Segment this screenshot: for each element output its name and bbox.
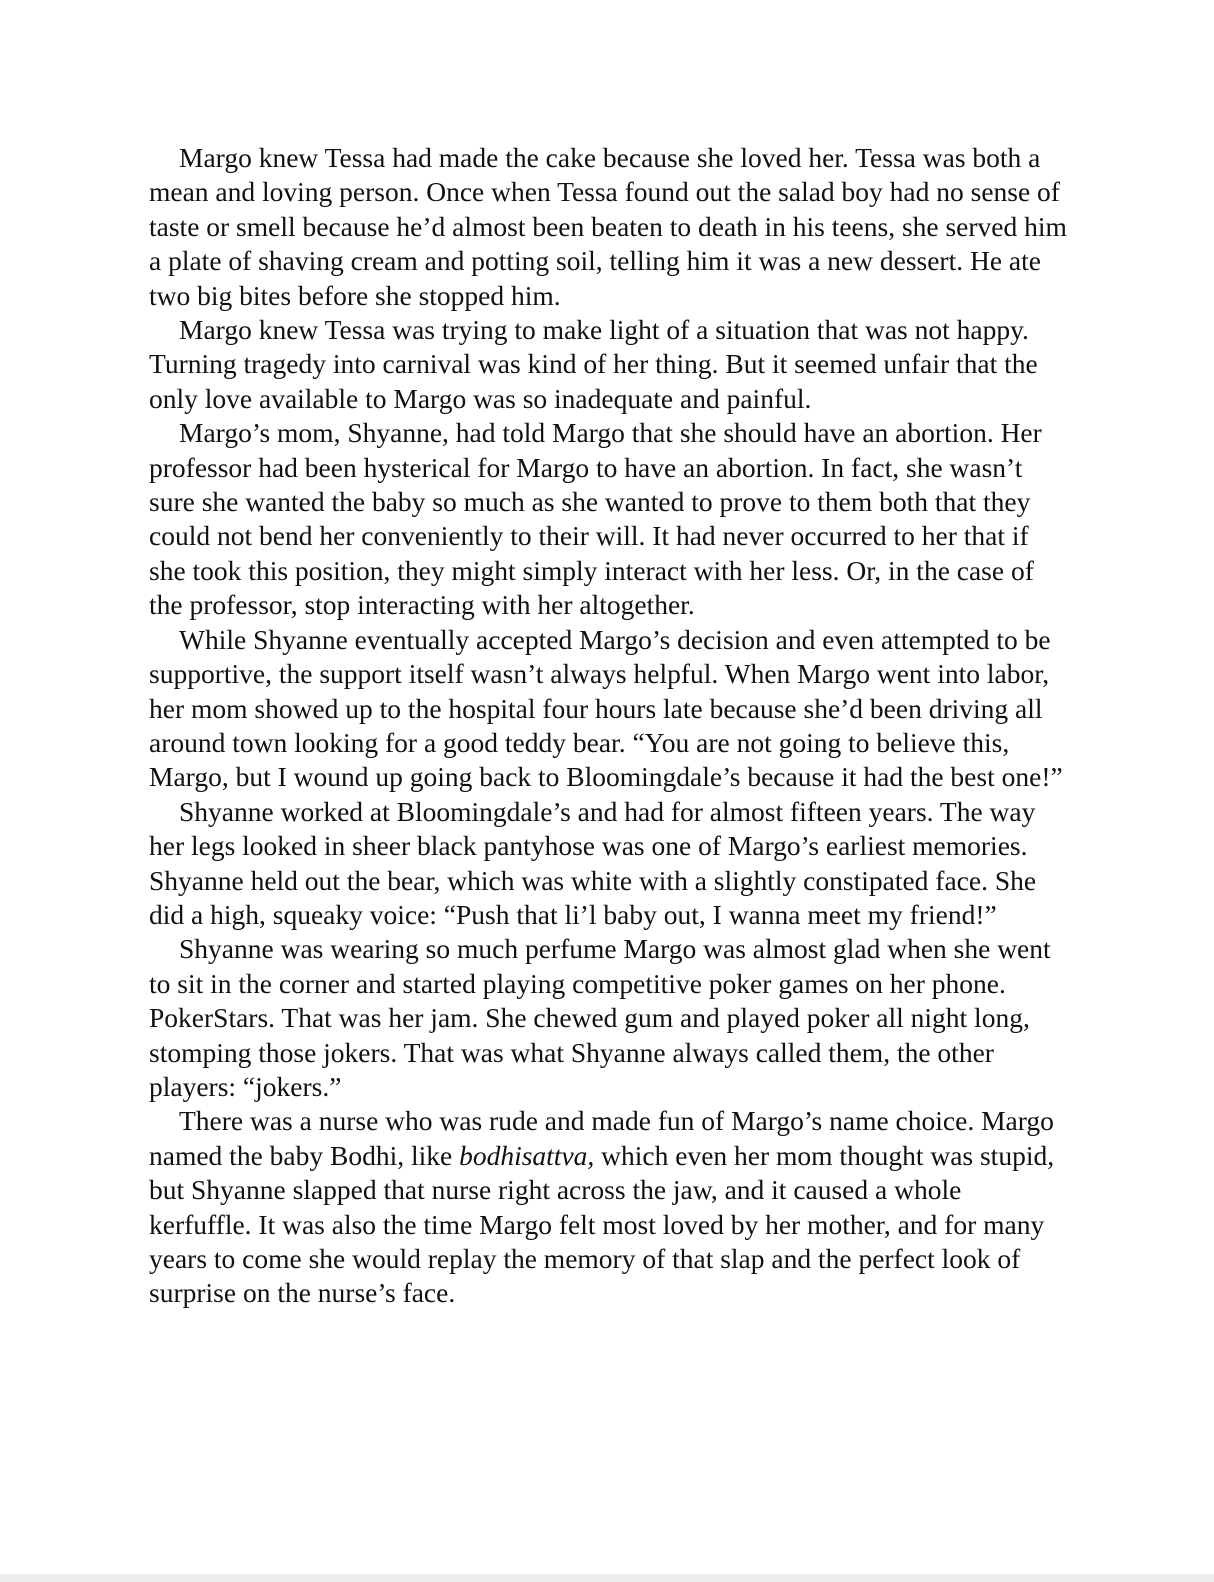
paragraph-7-start: There was a nurse who was rude and made fun of Margo’s name choice. Margo named the baby Bodhi, like — [149, 1105, 1054, 1171]
page-bottom-edge — [0, 1574, 1214, 1582]
paragraph-7-end: which even her mom thought was stupid, but Shyanne slapped that nurse right across the jaw, and it caused a whole kerfuffle. It was also the time Margo felt most loved by her mother, and for many years to come she would replay the memory of that slap and the perfect look of surprise on the nurse’s face. — [149, 1139, 1055, 1309]
paragraph-3: Margo’s mom, Shyanne, had told Margo that she should have an abortion. Her professor had been hysterical for Margo to have an abortion. In fact, she wasn’t sure she wanted the baby so much as she wanted to prove to them both that they could not bend her conveniently to their will. It had never occurred to her that if she took this position, they might simply interact with her less. Or, in the case of the professor, stop interacting with her altogether. — [149, 417, 1042, 621]
paragraph-7-italic-term: bodhisattva, — [459, 1139, 595, 1171]
paragraph-4: While Shyanne eventually accepted Margo’s decision and even attempted to be supportive, the support itself wasn’t always helpful. When Margo went into labor, her mom showed up to the hospital four hours late because she’d been driving all around town looking for a good teddy bear. “You are not going to believe this, Margo, but I wound up going back to Bloomingdale’s because it had the best one!” — [149, 623, 1063, 793]
paragraph-1: Margo knew Tessa had made the cake because she loved her. Tessa was both a mean and loving person. Once when Tessa found out the salad boy had no sense of taste or smell because he’d almost been beaten to death in his teens, she served him a plate of shaving cream and potting soil, telling him it was a new dessert. He ate two big bites before she stopped him. — [149, 142, 1067, 311]
paragraph-6: Shyanne was wearing so much perfume Margo was almost glad when she went to sit in the corner and started playing competitive poker games on her phone. PokerStars. That was her jam. She chewed gum and played poker all night long, stomping those jokers. That was what Shyanne always called them, the other players: “jokers.” — [149, 933, 1051, 1102]
body-text — [149, 141, 1069, 1311]
paragraph-7 — [149, 1104, 1069, 1310]
paragraph-5: Shyanne worked at Bloomingdale’s and had for almost fifteen years. The way her legs looked in sheer black pantyhose was one of Margo’s earliest memories. Shyanne held out the bear, which was white with a slightly constipated face. She did a high, squeaky voice: “Push that li’l baby out, I wanna meet my friend!” — [149, 795, 1037, 930]
paragraph-2: Margo knew Tessa was trying to make light of a situation that was not happy. Turning tragedy into carnival was kind of her thing. But it seemed unfair that the only love available to Margo was so inadequate and painful. — [149, 314, 1038, 414]
